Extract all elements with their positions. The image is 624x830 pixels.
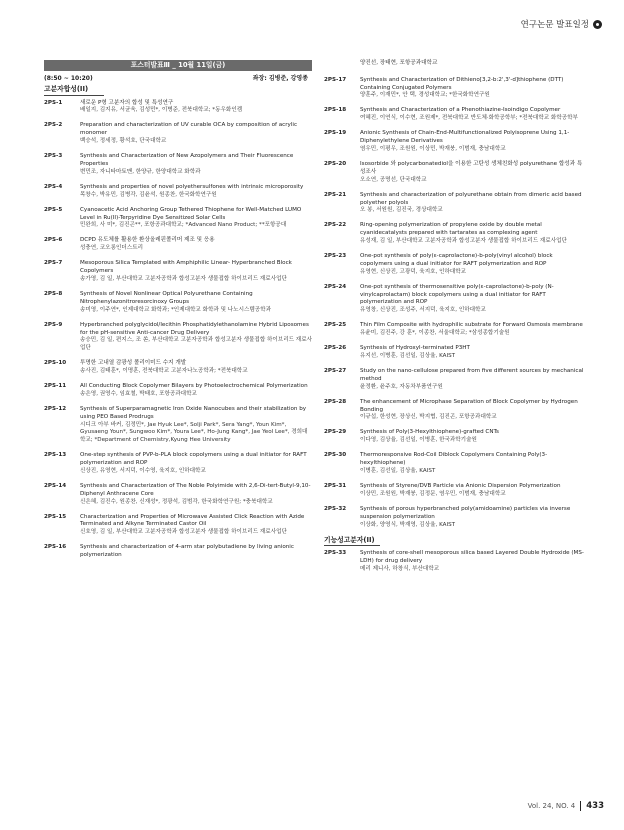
poster-code: 2PS-2 [44,122,63,129]
poster-body [80,322,312,353]
poster-body [80,452,312,475]
poster-title: Synthesis and Characterization of The Noble Polyimide with 2,6-Di-tert-Butyl-9,10-Diphenyl Anthracene Core [80,482,311,497]
poster-entry [324,452,586,475]
poster-code: 2PS-25 [324,322,347,329]
session-title: 포스터발표Ⅲ _ 10월 11일(금) [44,60,312,71]
poster-authors: 목창수, 박유민, 김병각, 김윤석, 원종찬, 한국화학연구원 [80,191,217,198]
entry-list [324,550,586,573]
poster-authors: 이상민, 조원원, 박재붕, 김정문, 염우민, 이범재, 충남대학교 [360,490,506,497]
poster-code: 2PS-23 [324,253,347,260]
poster-title: One-pot synthesis of poly(ε-caprolactone)-b-poly(vinyl alcohol) block copolymers using a dual initiator for RAFT polymerization and ROP [360,253,553,267]
poster-authors: 송승민, 김 일, 편지스, 조 쏜, 부산대학교 고분자공학과 합성고분자 생물접합 하이브리드 재료사업단 [80,337,313,352]
poster-body [80,207,312,230]
poster-authors: 유윤미, 김진주, 강 훈*, 이종찬, 서울대학교; *삼성종합기술원 [360,330,510,337]
poster-title: 새로운 P형 고분자의 합성 및 특성연구 [80,99,174,106]
poster-body [360,452,586,475]
poster-title: Anionic Synthesis of Chain-End-Multifunctionalized Polyisoprene Using 1,1-Diphenylethylene Derivatives [360,130,570,145]
poster-body [360,161,586,184]
poster-entry [44,322,312,353]
poster-authors: 유영창, 신상진, 조성주, 서지덕, 육지호, 인하대학교 [360,307,486,314]
poster-body [360,284,586,315]
poster-authors: 유성재, 김 일, 부산대학교 고분자공학과 합성고분자 생물접합 하이브리드 재료사업단 [360,238,567,245]
running-header [521,18,602,30]
poster-authors: 민완희, 사 미*, 김진곤**, 포항공과대학교; *Advanced Nano Product; **포항공대 [80,222,287,229]
poster-body [80,184,312,200]
poster-entry [44,153,312,176]
poster-body [80,483,312,506]
poster-authors: 이규섭, 한성현, 장상신, 박지협, 김진곤, 포항공과대학교 [360,414,497,421]
poster-body [360,345,586,361]
poster-code: 2PS-30 [324,452,347,459]
poster-body [360,429,586,445]
section-heading: 기능성고분자(II) [324,537,380,547]
poster-code: 2PS-4 [44,183,63,190]
left-column [44,60,312,567]
poster-entry [324,368,586,391]
poster-authors: 송가영, 김 일, 부산대학교 고분자공학과 합성고분자 생물접합 하이브리드 재료사업단 [80,275,287,282]
poster-authors: 유지선, 이병훈, 김선일, 김상율, KAIST [360,352,456,359]
poster-title: Thin Film Composite with hydrophilic substrate for Forward Osmosis membrane [360,322,583,329]
poster-title: Synthesis of Styrene/DVB Particle via Anionic Dispersion Polymerization [360,483,561,490]
poster-title: Synthesis of Novel Nonlinear Optical Polyurethane Containing Nitrophenylazonitroresorcinoxy Groups [80,291,253,305]
poster-code: 2PS-14 [44,482,67,489]
poster-code: 2PS-12 [44,405,67,412]
poster-entry [44,100,312,116]
poster-entry [44,544,312,560]
poster-code: 2PS-1 [44,99,63,106]
poster-title: 투명한 고내열 감광성 폴리이미드 수지 개발 [80,360,187,367]
poster-entry [324,345,586,361]
poster-authors: 송은영, 권영수, 임효철, 박태호, 포항공과대학교 [80,390,197,397]
poster-authors: 이병훈, 김선일, 김상율, KAIST [360,467,436,474]
bullet-circle-icon [593,20,602,29]
poster-body [80,383,312,399]
poster-code: 2PS-21 [324,191,347,198]
poster-title: Study on the nano-cellulose prepared from five different sources by mechanical method [360,368,584,382]
poster-authors: 여혜진, 이연식, 이수현, 조원제*, 전북대학교 반도체·화학공학부; *전북대학교 화학공학부 [360,115,578,122]
poster-authors: 신상진, 유영현, 서지덕, 이수영, 육지호, 인하대학교 [80,467,206,474]
poster-body [80,122,312,145]
entry-list [44,100,312,560]
poster-entry [44,184,312,200]
poster-entry [324,77,586,100]
entry-list [324,77,586,530]
poster-entry [44,291,312,314]
poster-title: Synthesis and properties of novel polyethersulfones with intrinsic microporosity [80,183,304,190]
poster-authors: 염우민, 이평우, 조원원, 이상민, 박재붕, 이범재, 충남대학교 [360,145,506,152]
poster-body [360,368,586,391]
poster-code: 2PS-3 [44,153,63,160]
poster-authors: 신은혜, 김진수, 원종찬, 신재성*, 정광석, 김범각, 한국화학연구원; *충북대학교 [80,498,273,505]
poster-authors: 성충연, 코오롱인더스트리 [80,245,143,252]
poster-body [80,100,312,116]
poster-authors: 이다영, 김상율, 김선일, 이병훈, 한국과학기술원 [360,437,477,444]
poster-code: 2PS-10 [44,360,67,367]
poster-code: 2PS-17 [324,76,347,83]
poster-code: 2PS-24 [324,283,347,290]
poster-entry [44,122,312,145]
poster-code: 2PS-32 [324,505,347,512]
poster-authors: 시디크 아부 바커, 김정민*, Jae Hyuk Lee*, Solji Park*, Sera Yang*, Youn Kim*, Gyusaeng Youn*, Sungwoo Kim*, Youra Lee*, Ho-Jung Kang*, Jae Yeol Lee*, 경희대학교; *Department of Chemistry,Kyung Hee University [80,421,308,444]
section-heading: 고분자합성(II) [44,86,104,96]
poster-code: 2PS-16 [44,544,67,551]
poster-title: Synthesis and characterization of 4-arm star polybutadiene by living anionic polymerization [80,544,294,559]
poster-body [80,153,312,176]
poster-title: Cyanoacetic Acid Anchoring Group Tethered Thiophene for Well-Matched LUMO Level in Ru(II)-Terpyridine Dye Sensitized Solar Cells [80,206,302,221]
poster-body [360,77,586,100]
poster-body [80,260,312,283]
continued-authors: 양진선, 장태현, 포항공과대학교 [360,60,438,66]
poster-body [80,291,312,314]
poster-title: Synthesis of Hydroxyl-terminated P3HT [360,345,470,352]
poster-title: Mesoporous Silica Templated with Amphiphilic Linear- Hyperbranched Block Copolymers [80,260,292,275]
poster-title: Synthesis of Superparamagnetic Iron Oxide Nanocubes and their stabilization by using PEO Based Prodrugs [80,405,307,420]
poster-entry [324,284,586,315]
poster-code: 2PS-15 [44,513,67,520]
poster-body [360,192,586,215]
poster-code: 2PS-28 [324,398,347,405]
poster-title: One-step synthesis of PVP-b-PLA block copolymers using a dual initiator for RAFT polymerization and ROP [80,452,307,467]
poster-authors: 윤정환, 윤주호, 자동차부품연구원 [360,383,443,390]
poster-body [360,483,586,499]
poster-code: 2PS-33 [324,550,347,557]
right-column [324,60,586,581]
poster-title: Synthesis of porous hyperbranched poly(amidoamine) particles via inverse suspension polymerization [360,505,571,520]
poster-code: 2PS-27 [324,368,347,375]
poster-code: 2PS-11 [44,383,67,390]
poster-authors: 유영현, 신상진, 고광덕, 육지호, 인하대학교 [360,268,467,275]
poster-title: Synthesis and Characterization of New Azopolymers and Their Fluorescence Properties [80,153,294,167]
poster-body [360,399,586,422]
poster-body [360,506,586,529]
poster-entry [324,192,586,215]
poster-title: Synthesis and Characterization of a Phenothiazine-Isoindigo Copolymer [360,107,561,114]
poster-title: All Conducting Block Copolymer Bilayers by Photoelectrochemical Polymerization [80,383,308,390]
poster-authors: 변민조, 자니타마토맨, 한양규, 한양대학교 화학과 [80,168,201,175]
poster-authors: 배일지, 김지유, 서균욱, 김성민*, 이병준, 전북대학교; *동우화인켐 [80,107,243,114]
poster-body [360,322,586,338]
poster-entry [324,161,586,184]
poster-entry [324,253,586,276]
poster-code: 2PS-9 [44,321,63,328]
poster-body [80,544,312,560]
poster-entry [44,237,312,253]
poster-title: Characterization and Properties of Microwave Assisted Click Reaction with Azide Terminated and Alkyne Terminated Castor Oil [80,513,305,528]
poster-entry [44,452,312,475]
poster-code: 2PS-22 [324,222,347,229]
poster-entry [324,322,586,338]
poster-code: 2PS-26 [324,345,347,352]
poster-body [360,222,586,245]
poster-title: Ring-opening polymerization of propylene oxide by double metal cyanidecatalysts prepared with tartarates as complexing agent [360,222,542,237]
poster-entry [44,483,312,506]
poster-body [360,107,586,123]
poster-code: 2PS-5 [44,206,63,213]
poster-title: Synthesis and Characterization of Dithieno[3,2-b:2',3'-d]thiophene (DTT) Containing Conjugated Polymers [360,76,564,91]
poster-title: Preparation and characterization of UV curable OCA by composition of acrylic monomer [80,122,298,137]
poster-entry [324,130,586,153]
poster-entry [44,406,312,445]
poster-code: 2PS-6 [44,237,63,244]
running-title: 연구논문 발표일정 [520,20,589,30]
poster-entry [324,399,586,422]
poster-code: 2PS-19 [324,130,347,137]
poster-body [80,406,312,445]
poster-authors: 양훈주, 이재민*, 안 택, 경성대학교; *한국화학연구원 [360,92,490,99]
poster-code: 2PS-8 [44,291,63,298]
footer-divider [580,801,581,811]
poster-code: 2PS-29 [324,429,347,436]
poster-entry [44,207,312,230]
poster-body [80,360,312,376]
poster-authors: 이상화, 양영식, 박재영, 김상율, KAIST [360,521,456,528]
session-time: (8:50 ~ 10:20) [44,75,93,82]
session-time-row [44,75,312,83]
poster-code: 2PS-13 [44,452,67,459]
poster-title: Hyperbranched polyglycidol/lecithin Phosphatidylethanolamine Hybrid Liposomes for the pH-sensitive Anti-cancer Drug Delivery [80,321,309,336]
poster-body [360,550,586,573]
poster-code: 2PS-18 [324,107,347,114]
session-chair: 좌장: 김병준, 강영종 [252,75,308,82]
poster-body [360,253,586,276]
poster-title: One-pot synthesis of thermosensitive poly(ε-caprolactone)-b-poly (N-vinylcaprolactam) block copolymers using a dual initiator for RAFT polymerization and ROP [360,283,554,306]
poster-authors: 백승석, 정세정, 황석호, 단국대학교 [80,138,167,145]
poster-entry [324,222,586,245]
poster-body [80,514,312,537]
poster-title: Synthesis of core-shell mesoporous silica based Layered Double Hydroxide (MS-LDH) for drug delivery [360,550,584,565]
poster-entry [44,514,312,537]
poster-code: 2PS-7 [44,260,63,267]
poster-title: Isosorbide 와 polycarbonatediol을 이용한 고탄성 생체친화성 polyurethane 합성과 특성조사 [360,161,583,175]
poster-title: Synthesis of Poly(3-Hexylthiophene)-grafted CNTs [360,429,499,436]
poster-entry [324,107,586,123]
poster-body [360,130,586,153]
poster-title: DCPD 유도체를 활용한 환상올레핀폴리머 제조 및 응용 [80,237,215,244]
poster-entry [324,506,586,529]
page-footer [528,801,604,811]
poster-code: 2PS-20 [324,161,347,168]
poster-entry [324,429,586,445]
page-number: 433 [586,801,604,811]
poster-authors: 오소연, 공명선, 단국대학교 [360,176,427,183]
poster-entry [324,550,586,573]
poster-body [80,237,312,253]
poster-authors: 메리 제니사, 하창식, 부산대학교 [360,566,440,572]
poster-authors: 송사진, 김태훈*, 이명훈, 전북대학교 고분자나노공학과; *전북대학교 [80,367,248,374]
poster-title: The enhancement of Microphase Separation of Block Copolymer by Hydrogen Bonding [360,398,578,413]
poster-authors: 송미영, 이주연*, 인제대학교 화학과; *인제대학교 화학과 및 나노시스템공학과 [80,306,271,313]
poster-entry [44,360,312,376]
poster-authors: 오 봉, 서원원, 김진국, 경상대학교 [360,207,443,214]
poster-entry [44,260,312,283]
poster-entry [324,483,586,499]
poster-authors: 신호영, 김 일, 부산대학교 고분자공학과 합성고분자 생물접합 하이브리드 재료사업단 [80,529,287,536]
poster-title: Thermoresponsive Rod-Coil Diblock Copolymers Containing Poly(3-hexylthiophene) [360,452,548,467]
poster-title: Synthesis and characterization of polyurethane obtain from dimeric acid based polyether polyols [360,191,582,206]
poster-entry [44,383,312,399]
volume-info: Vol. 24, NO. 4 [527,802,576,810]
poster-code: 2PS-31 [324,483,347,490]
